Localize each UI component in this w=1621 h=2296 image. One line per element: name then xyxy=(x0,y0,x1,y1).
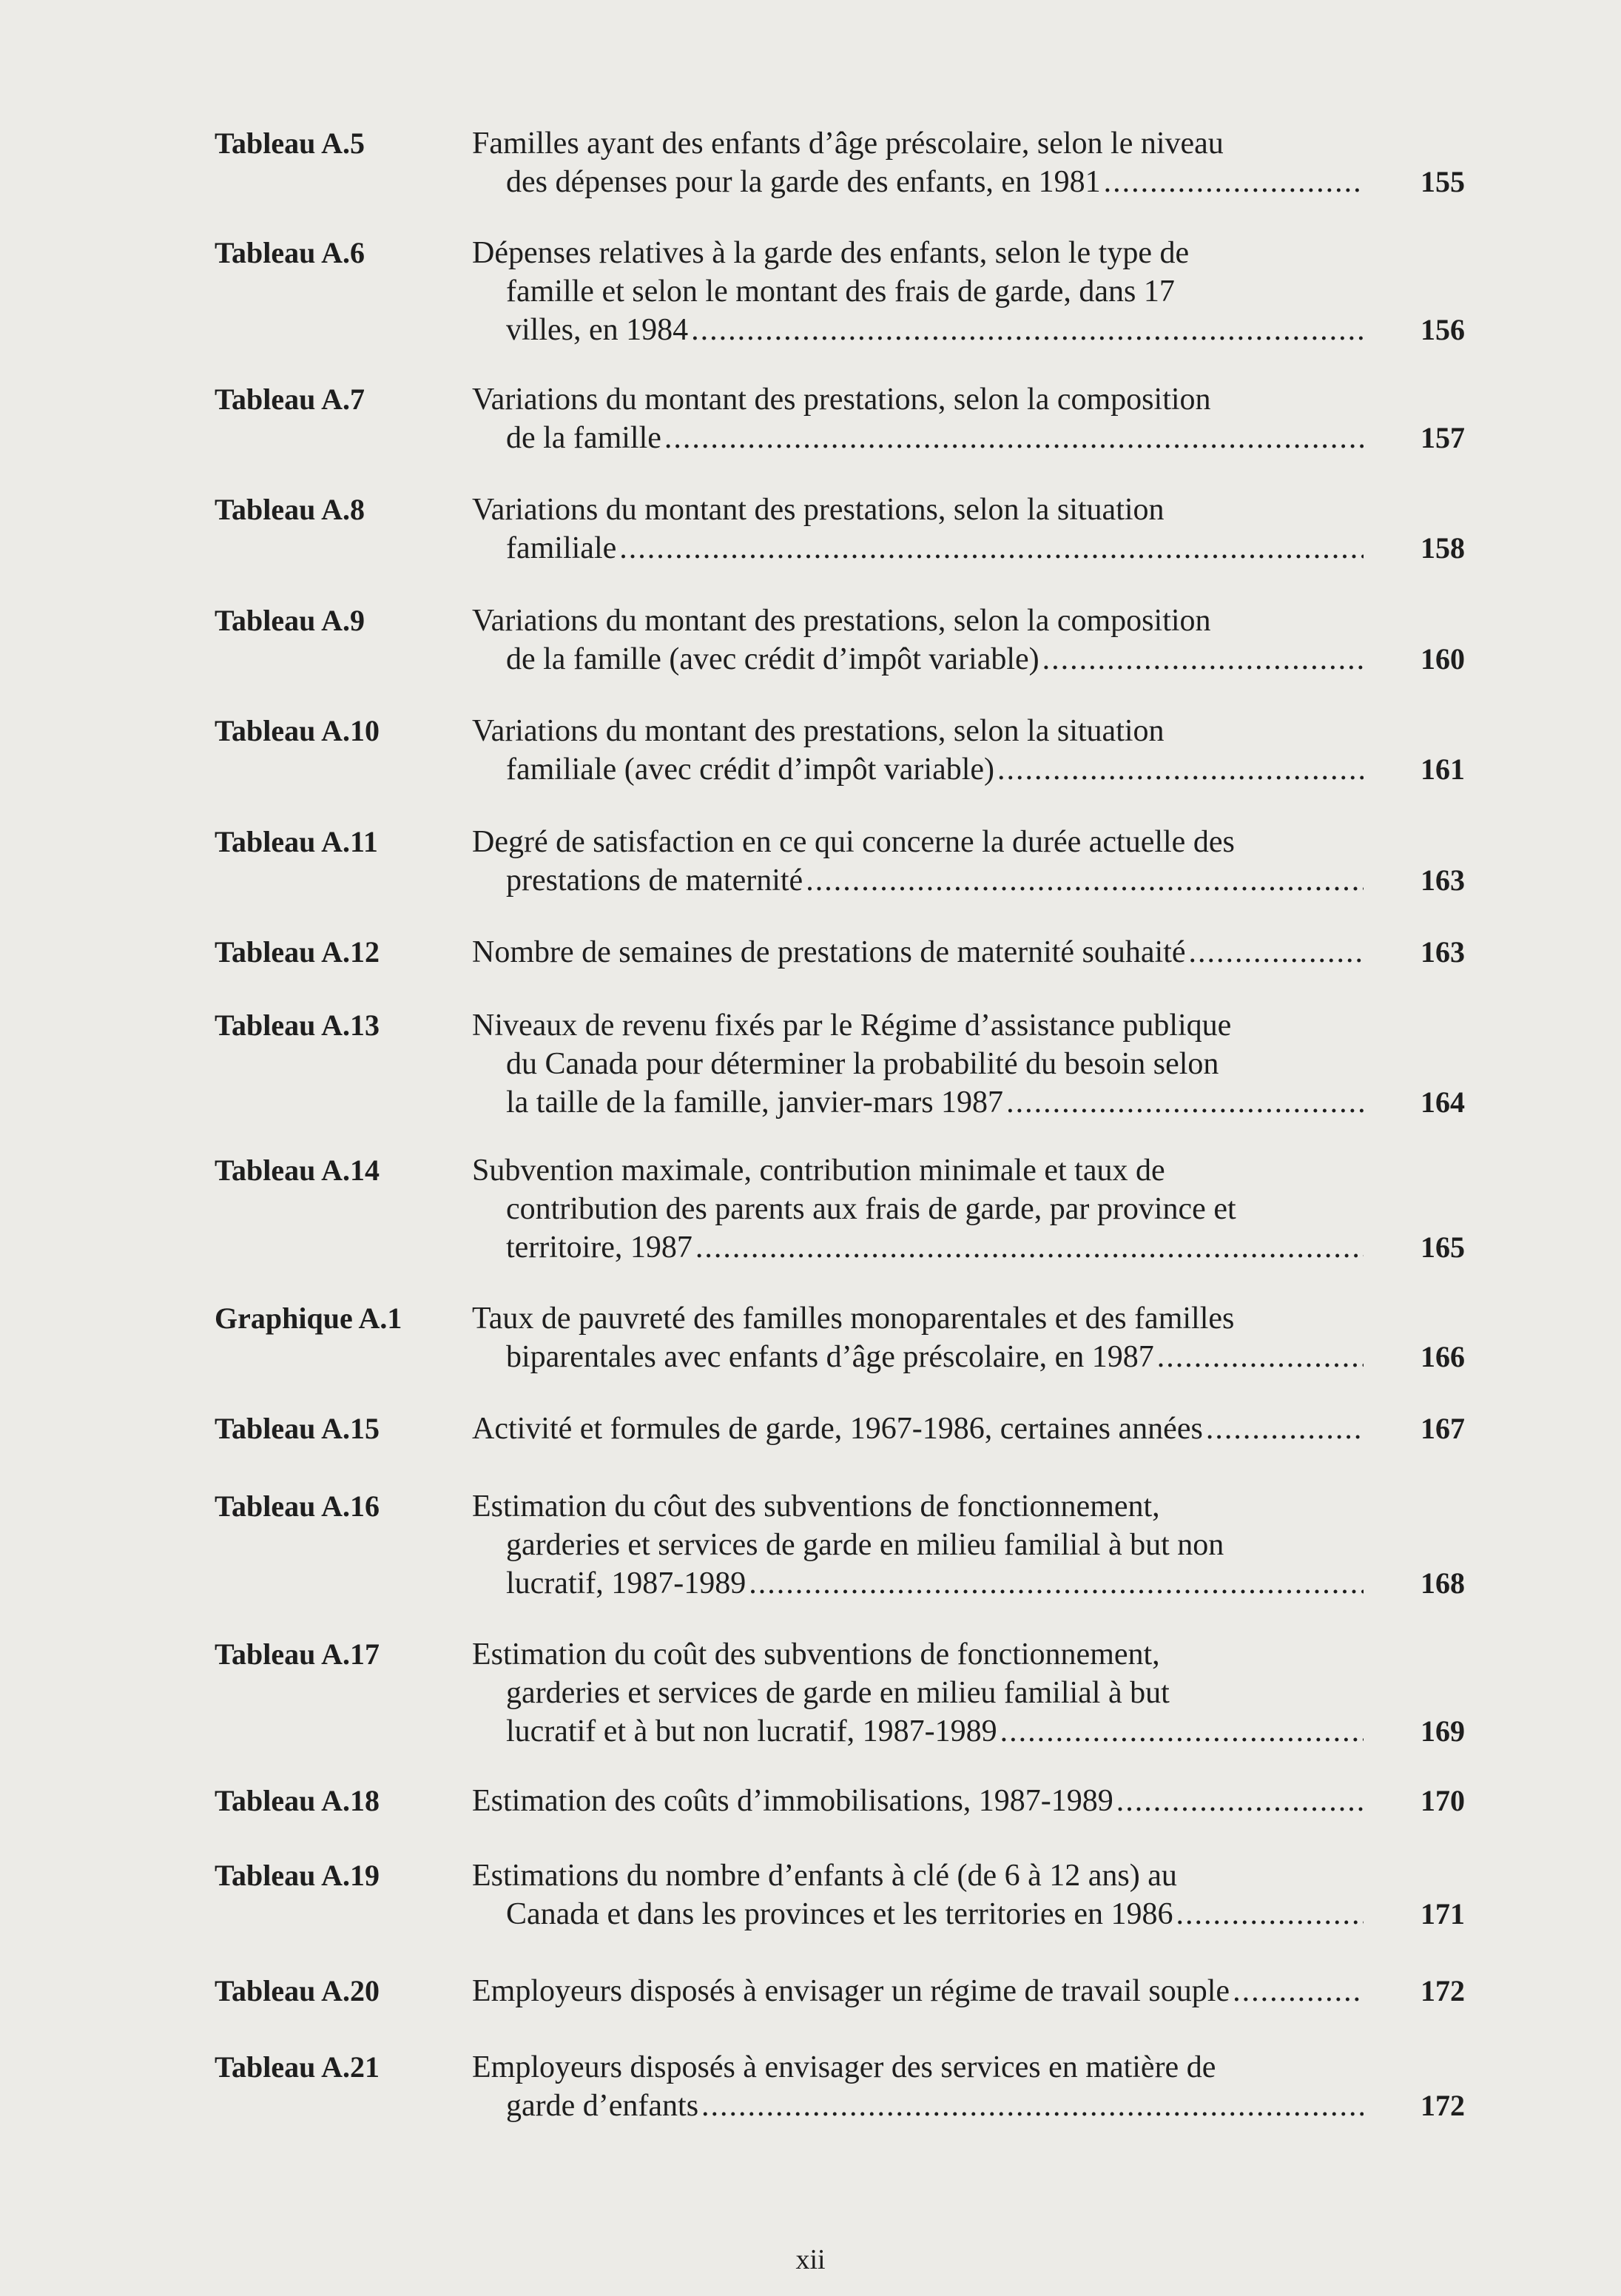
entry-title-line xyxy=(472,2087,1364,2125)
entry-page-number: 171 xyxy=(1421,1897,1465,1930)
page-number: xii xyxy=(795,2244,826,2275)
entry-title xyxy=(472,933,1364,972)
entry-title-line: famille et selon le montant des frais de garde, dans 17 xyxy=(506,275,1175,309)
entry-label: Tableau A.9 xyxy=(215,604,365,637)
entry-title xyxy=(472,1006,1364,1122)
dot-leader xyxy=(1157,1338,1364,1376)
entry-title xyxy=(472,1299,1364,1376)
entry-title xyxy=(472,1856,1364,1933)
entry-label: Tableau A.10 xyxy=(215,714,380,747)
entry-title-line xyxy=(472,1564,1364,1603)
entry-title-line xyxy=(472,1782,1364,1820)
entry-title-text: territoire, 1987 xyxy=(506,1231,692,1265)
entry-title-line: Variations du montant des prestations, selon la situation xyxy=(472,493,1165,527)
entry-page-number: 160 xyxy=(1421,642,1465,676)
entry-page-number: 157 xyxy=(1421,421,1465,454)
entry-title-text: Canada et dans les provinces et les territories en 1986 xyxy=(506,1897,1173,1931)
entry-page-number: 161 xyxy=(1421,753,1465,786)
entry-title-line: Estimation du coût des subventions de fonctionnement, xyxy=(472,1637,1160,1671)
entry-title-line xyxy=(472,311,1364,349)
entry-page-number: 172 xyxy=(1421,2089,1465,2122)
entry-title-text: familiale xyxy=(506,531,617,565)
entry-title-line: Variations du montant des prestations, selon la composition xyxy=(472,604,1211,638)
dot-leader xyxy=(1189,933,1364,972)
entry-title-line xyxy=(472,861,1364,900)
entry-label: Tableau A.5 xyxy=(215,127,365,160)
entry-page-number: 164 xyxy=(1421,1085,1465,1119)
entry-label: Graphique A.1 xyxy=(215,1302,402,1335)
entry-label: Tableau A.6 xyxy=(215,236,365,269)
entry-label: Tableau A.20 xyxy=(215,1974,380,2007)
dot-leader xyxy=(695,1228,1364,1267)
entry-page-number: 158 xyxy=(1421,531,1465,565)
entry-title xyxy=(472,2048,1364,2125)
entry-title-text: Estimation des coûts d’immobilisations, 1987-1989 xyxy=(472,1784,1113,1818)
dot-leader xyxy=(1000,1712,1364,1751)
entry-title-line: Niveaux de revenu fixés par le Régime d’assistance publique xyxy=(472,1009,1232,1043)
entry-title xyxy=(472,1487,1364,1603)
entry-label: Tableau A.16 xyxy=(215,1489,380,1523)
entry-page-number: 155 xyxy=(1421,165,1465,198)
entry-title xyxy=(472,1782,1364,1820)
entry-title-text: de la famille xyxy=(506,421,661,455)
entry-title-line: Familles ayant des enfants d’âge préscolaire, selon le niveau xyxy=(472,127,1224,161)
entry-title-line xyxy=(472,529,1364,568)
entry-title-line xyxy=(472,1338,1364,1376)
entry-label: Tableau A.19 xyxy=(215,1859,380,1892)
entry-title-line: contribution des parents aux frais de garde, par province et xyxy=(506,1192,1236,1226)
dot-leader xyxy=(1042,640,1364,679)
entry-label: Tableau A.11 xyxy=(215,825,378,858)
entry-title-text: lucratif et à but non lucratif, 1987-1989 xyxy=(506,1714,997,1748)
dot-leader xyxy=(1233,1972,1364,2010)
entry-title-text: biparentales avec enfants d’âge préscolaire, en 1987 xyxy=(506,1340,1154,1374)
dot-leader xyxy=(749,1564,1364,1603)
entry-label: Tableau A.21 xyxy=(215,2050,380,2084)
entry-label: Tableau A.7 xyxy=(215,383,365,416)
entry-title-text: lucratif, 1987-1989 xyxy=(506,1566,747,1600)
entry-title xyxy=(472,712,1364,789)
entry-title-line xyxy=(472,750,1364,789)
entry-label: Tableau A.13 xyxy=(215,1009,380,1042)
entry-title-line xyxy=(472,1895,1364,1933)
entry-title-text: Activité et formules de garde, 1967-1986, certaines années xyxy=(472,1412,1203,1446)
entry-title xyxy=(472,380,1364,457)
entry-title-text: des dépenses pour la garde des enfants, en 1981 xyxy=(506,165,1101,199)
entry-title-line: Dépenses relatives à la garde des enfants, selon le type de xyxy=(472,236,1190,270)
entry-page-number: 166 xyxy=(1421,1340,1465,1373)
entry-title-line: Estimations du nombre d’enfants à clé (de 6 à 12 ans) au xyxy=(472,1859,1177,1893)
entry-page-number: 168 xyxy=(1421,1566,1465,1600)
dot-leader xyxy=(1176,1895,1364,1933)
entry-title-text: familiale (avec crédit d’impôt variable) xyxy=(506,753,995,787)
entry-page-number: 165 xyxy=(1421,1231,1465,1264)
entry-title xyxy=(472,1410,1364,1448)
entry-page-number: 163 xyxy=(1421,863,1465,897)
entry-label: Tableau A.17 xyxy=(215,1637,380,1671)
entry-title xyxy=(472,602,1364,679)
entry-label: Tableau A.18 xyxy=(215,1784,380,1817)
entry-page-number: 167 xyxy=(1421,1412,1465,1445)
entry-label: Tableau A.14 xyxy=(215,1154,380,1187)
entry-page-number: 172 xyxy=(1421,1974,1465,2007)
entry-label: Tableau A.15 xyxy=(215,1412,380,1445)
entry-title-line xyxy=(472,1712,1364,1751)
entry-page-number: 163 xyxy=(1421,935,1465,969)
entry-title-line xyxy=(472,1083,1364,1122)
dot-leader xyxy=(1116,1782,1364,1820)
dot-leader xyxy=(691,311,1364,349)
entry-title-line: Estimation du côut des subventions de fonctionnement, xyxy=(472,1489,1160,1524)
entry-title-line: Employeurs disposés à envisager des services en matière de xyxy=(472,2050,1216,2084)
entry-title-line: du Canada pour déterminer la probabilité du besoin selon xyxy=(506,1047,1219,1081)
entry-title xyxy=(472,1635,1364,1751)
entry-title-line: garderies et services de garde en milieu familial à but non xyxy=(506,1528,1224,1562)
entry-title-text: garde d’enfants xyxy=(506,2089,699,2123)
entry-title-line xyxy=(472,163,1364,201)
entry-title xyxy=(472,823,1364,900)
entry-title xyxy=(472,1972,1364,2010)
entry-title xyxy=(472,1151,1364,1267)
entry-title-line: Degré de satisfaction en ce qui concerne la durée actuelle des xyxy=(472,825,1235,859)
entry-title-line xyxy=(472,1972,1364,2010)
dot-leader xyxy=(1206,1410,1364,1448)
entry-label: Tableau A.8 xyxy=(215,493,365,526)
entry-page-number: 169 xyxy=(1421,1714,1465,1748)
entry-title-line: Variations du montant des prestations, selon la composition xyxy=(472,383,1211,417)
entry-title-line xyxy=(472,1410,1364,1448)
entry-title-line: Variations du montant des prestations, selon la situation xyxy=(472,714,1165,748)
entry-title-line: garderies et services de garde en milieu familial à but xyxy=(506,1676,1170,1710)
entry-title-line xyxy=(472,419,1364,457)
dot-leader xyxy=(1104,163,1364,201)
dot-leader xyxy=(701,2087,1364,2125)
entry-title-text: prestations de maternité xyxy=(506,863,803,898)
entry-title xyxy=(472,491,1364,568)
entry-title-line: Taux de pauvreté des familles monoparentales et des familles xyxy=(472,1302,1235,1336)
entry-title-line xyxy=(472,933,1364,972)
entry-title-text: de la famille (avec crédit d’impôt variable) xyxy=(506,642,1039,676)
entry-title-line xyxy=(472,1228,1364,1267)
entry-title xyxy=(472,124,1364,201)
dot-leader xyxy=(806,861,1364,900)
entry-label: Tableau A.12 xyxy=(215,935,380,969)
entry-title-line: Subvention maximale, contribution minimale et taux de xyxy=(472,1154,1165,1188)
dot-leader xyxy=(619,529,1364,568)
entry-title-text: Employeurs disposés à envisager un régime de travail souple xyxy=(472,1974,1230,2008)
entry-title-text: villes, en 1984 xyxy=(506,313,689,347)
entry-title-text: Nombre de semaines de prestations de maternité souhaité xyxy=(472,935,1186,969)
dot-leader xyxy=(1006,1083,1364,1122)
entry-title-line xyxy=(472,640,1364,679)
dot-leader xyxy=(664,419,1364,457)
entry-title-text: la taille de la famille, janvier-mars 1987 xyxy=(506,1085,1004,1120)
entry-title xyxy=(472,234,1364,349)
entry-page-number: 170 xyxy=(1421,1784,1465,1817)
entry-page-number: 156 xyxy=(1421,313,1465,346)
dot-leader xyxy=(997,750,1364,789)
